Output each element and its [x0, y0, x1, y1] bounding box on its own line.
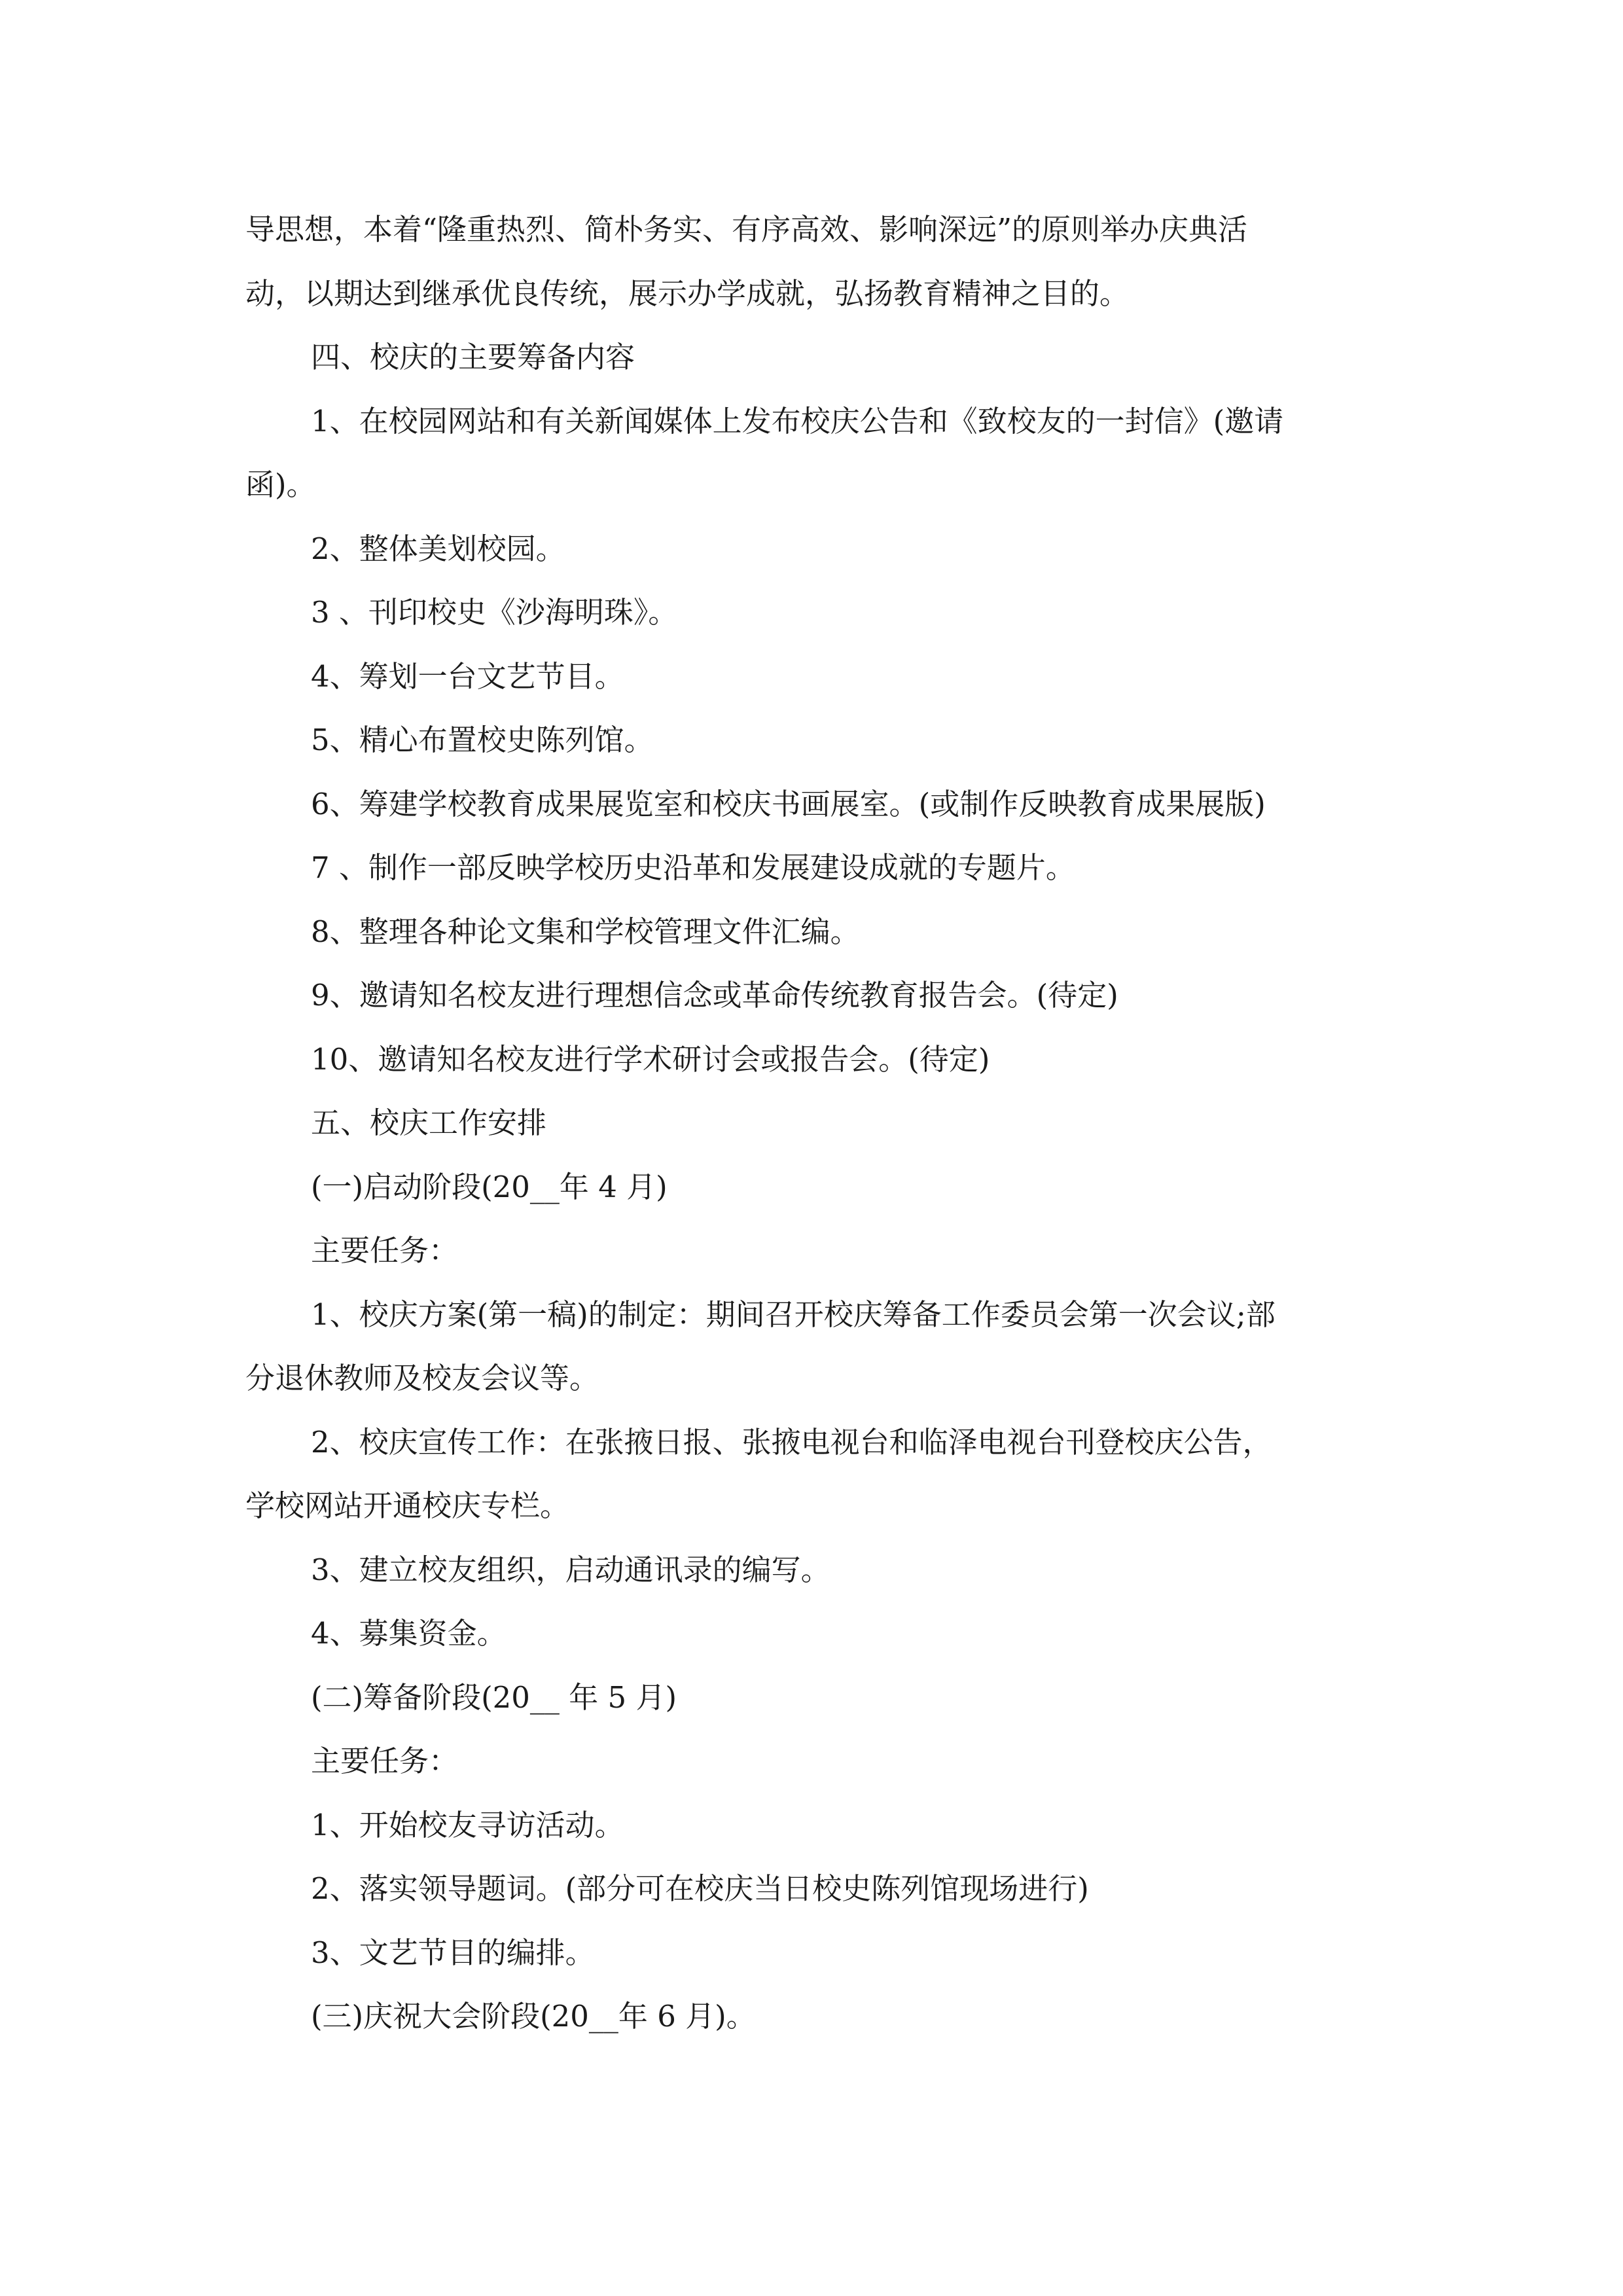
- paragraph: [245, 1219, 1387, 1283]
- paragraph: [245, 1666, 1387, 1730]
- text-line: 学校网站开通校庆专栏。: [245, 1488, 570, 1523]
- paragraph: [245, 708, 1387, 772]
- text-line: 2、校庆宣传工作：在张掖日报、张掖电视台和临泽电视台刊登校庆公告，: [311, 1424, 1272, 1460]
- text-line: 8、整理各种论文集和学校管理文件汇编。: [311, 914, 860, 949]
- paragraph: [245, 389, 1387, 517]
- text-line: 1、在校园网站和有关新闻媒体上发布校庆公告和《致校友的一封信》(邀请: [311, 403, 1284, 439]
- document-body: [245, 198, 1387, 2049]
- paragraph: [245, 1538, 1387, 1602]
- text-line: 2、落实领导题词。(部分可在校庆当日校史陈列馆现场进行): [311, 1871, 1089, 1906]
- text-line: 9、邀请知名校友进行理想信念或革命传统教育报告会。(待定): [311, 978, 1118, 1013]
- paragraph: [245, 1283, 1387, 1410]
- text-line: 4、筹划一台文艺节目。: [311, 658, 624, 694]
- paragraph: [245, 1984, 1387, 2049]
- text-line: 主要任务：: [311, 1744, 459, 1778]
- paragraph: [245, 836, 1387, 900]
- paragraph: [245, 325, 1387, 389]
- paragraph: [245, 645, 1387, 709]
- text-line: 动，以期达到继承优良传统，展示办学成就，弘扬教育精神之目的。: [245, 276, 1130, 311]
- text-line: 6、筹建学校教育成果展览室和校庆书画展室。(或制作反映教育成果展版): [311, 786, 1266, 821]
- paragraph: [245, 1729, 1387, 1793]
- text-line: 导思想，本着“隆重热烈、简朴务实、有序高效、影响深远”的原则举办庆典活: [245, 212, 1248, 247]
- text-line: 四、校庆的主要筹备内容: [311, 340, 635, 374]
- text-line: 10、邀请知名校友进行学术研讨会或报告会。(待定): [311, 1041, 990, 1077]
- text-line: 函)。: [245, 467, 316, 502]
- text-line: 主要任务：: [311, 1233, 459, 1268]
- text-line: 7 、制作一部反映学校历史沿革和发展建设成就的专题片。: [311, 850, 1075, 885]
- paragraph: [245, 963, 1387, 1028]
- text-line: (二)筹备阶段(20__ 年 5 月): [311, 1679, 677, 1715]
- text-line: 2、整体美划校园。: [311, 531, 565, 566]
- text-line: 五、校庆工作安排: [311, 1105, 547, 1140]
- text-line: (一)启动阶段(20__年 4 月): [311, 1169, 668, 1204]
- paragraph: [245, 772, 1387, 836]
- paragraph: [245, 1793, 1387, 1857]
- text-line: 分退休教师及校友会议等。: [245, 1361, 599, 1395]
- text-line: 3、文艺节目的编排。: [311, 1935, 595, 1970]
- paragraph: [245, 900, 1387, 964]
- paragraph: [245, 1410, 1387, 1538]
- text-line: 5、精心布置校史陈列馆。: [311, 723, 654, 757]
- paragraph: [245, 1091, 1387, 1155]
- paragraph: [245, 1602, 1387, 1666]
- paragraph: [245, 581, 1387, 645]
- paragraph: [245, 198, 1387, 325]
- paragraph: [245, 1921, 1387, 1985]
- paragraph: [245, 1028, 1387, 1092]
- text-line: 4、募集资金。: [311, 1616, 507, 1651]
- paragraph: [245, 517, 1387, 581]
- text-line: 1、开始校友寻访活动。: [311, 1807, 624, 1842]
- text-line: 1、校庆方案(第一稿)的制定：期间召开校庆筹备工作委员会第一次会议;部: [311, 1297, 1275, 1332]
- text-line: (三)庆祝大会阶段(20__年 6 月)。: [311, 1999, 756, 2034]
- paragraph: [245, 1857, 1387, 1921]
- paragraph: [245, 1155, 1387, 1219]
- text-line: 3 、刊印校史《沙海明珠》。: [311, 595, 678, 630]
- text-line: 3、建立校友组织，启动通讯录的编写。: [311, 1552, 830, 1587]
